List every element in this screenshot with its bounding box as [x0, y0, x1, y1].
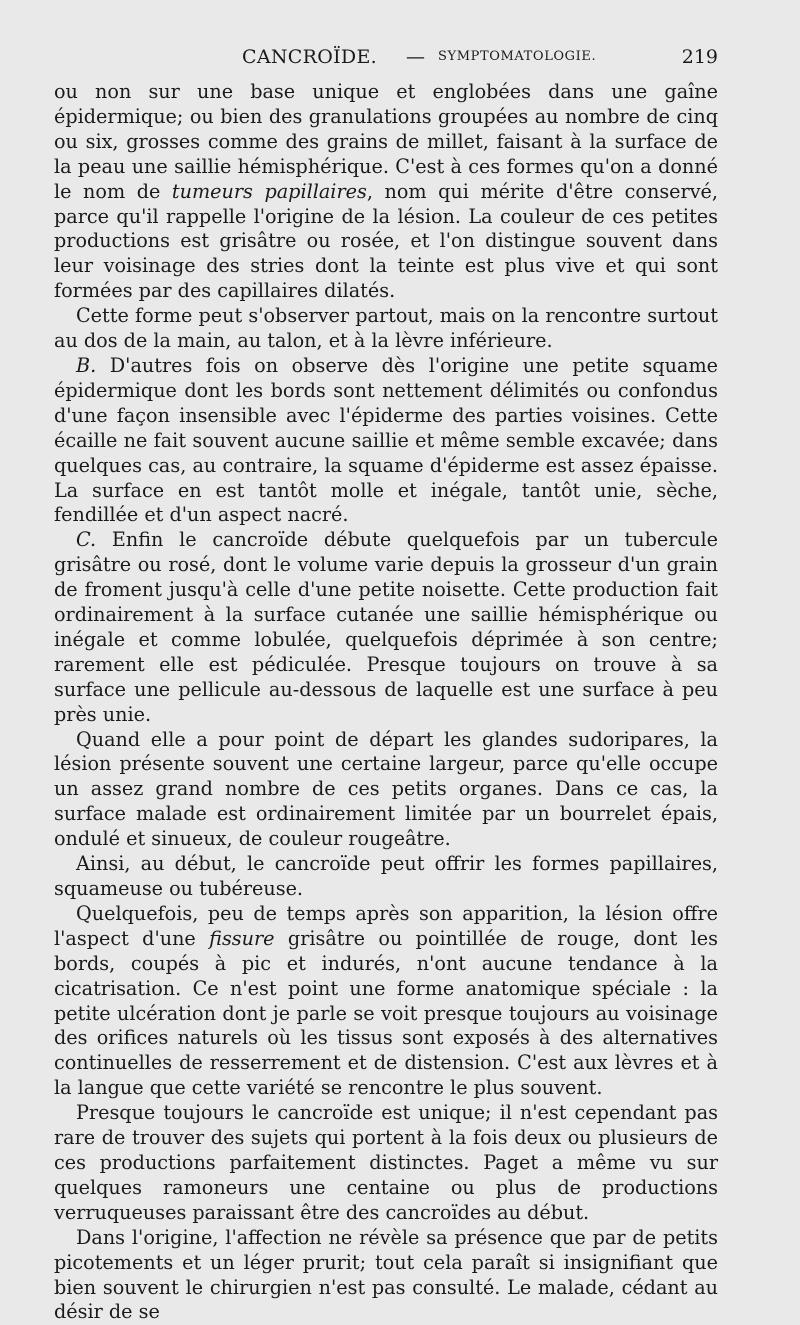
header-title: CANCROÏDE.	[242, 46, 377, 68]
paragraph	[54, 80, 718, 304]
paragraph	[54, 902, 718, 1101]
text-run: Quand elle a pour point de départ les glandes sudoripares, la lésion présente souvent une certaine largeur, parce qu'elle occupe un assez grand nombre de ces petits organes. Dans ce cas, la surface malade est ordinairement limitée par un bourrelet épais, ondulé et sinueux, de couleur rougeâtre.	[54, 727, 718, 851]
text-run: Presque toujours le cancroïde est unique; il n'est cependant pas rare de trouver des sujets qui portent à la fois deux ou plusieurs de ces productions parfaitement distinctes. Paget a même vu sur quelques ramoneurs une centaine ou plus de productions verruqueuses paraissant être des cancroïdes au début.	[54, 1101, 718, 1224]
running-header	[52, 46, 718, 76]
italic-text: C.	[76, 528, 97, 552]
body-text	[54, 80, 718, 1325]
header-separator: —	[406, 46, 425, 68]
text-run: , nom qui mérite d'être conservé, parce qu'il rappelle l'origine de la lésion. La couleur de ces petites productions est grisâtre ou rosée, et l'on distingue souvent dans leur voisinage des stries dont la teinte est plus vive et qui sont formées par des capillaires dilatés.	[54, 179, 718, 303]
text-run: Dans l'origine, l'affection ne révèle sa présence que par de petits picotements et un léger prurit; tout cela paraît si insignifiant que bien souvent le chirurgien n'est pas consulté. Le malade, cédant au désir de se	[54, 1225, 718, 1324]
paragraph	[54, 728, 718, 853]
page-number: 219	[681, 46, 718, 68]
italic-text: fissure	[209, 926, 275, 950]
paragraph	[54, 354, 718, 528]
header-subtitle: SYMPTOMATOLOGIE.	[438, 49, 597, 64]
paragraph	[54, 1101, 718, 1226]
paragraph	[54, 528, 718, 727]
paragraph	[54, 304, 718, 354]
italic-text: B.	[76, 353, 97, 377]
text-run: Enfin le cancroïde débute quelquefois par un tubercule grisâtre ou rosé, dont le volume varie depuis la grosseur d'un grain de froment jusqu'à celle d'une petite noisette. Cette production fait ordinairement à la surface cutanée une saillie hémisphérique ou inégale et comme lobulée, quelquefois déprimée à son centre; rarement elle est pédiculée. Presque toujours on trouve à sa surface une pellicule au-dessous de laquelle est une surface à peu près unie.	[54, 528, 718, 726]
paragraph	[54, 852, 718, 902]
text-run: Cette forme peut s'observer partout, mais on la rencontre surtout au dos de la main, au talon, et à la lèvre inférieure.	[54, 304, 718, 353]
text-run: D'autres fois on observe dès l'origine une petite squame épidermique dont les bords sont nettement délimités ou confondus d'une façon insensible avec l'épiderme des parties voisines. Cette écaille ne fait souvent aucune saillie et même semble excavée; dans quelques cas, au contraire, la squame d'épiderme est assez épaisse. La surface en est tantôt molle et inégale, tantôt unie, sèche, fendillée et d'un aspect nacré.	[54, 353, 718, 527]
italic-text: tumeurs papillaires	[171, 179, 367, 203]
text-run: Ainsi, au début, le cancroïde peut offrir les formes papillaires, squameuse ou tubéreuse.	[54, 852, 718, 900]
paragraph	[54, 1226, 718, 1325]
text-run: grisâtre ou pointillée de rouge, dont les bords, coupés à pic et indurés, n'ont aucune tendance à la cicatrisation. Ce n'est point une forme anatomique spéciale : la petite ulcération dont je parle se voit presque toujours au voisinage des orifices naturels où les tissus sont exposés à des alternatives continuelles de resserrement et de distension. C'est aux lèvres et à la langue que cette variété se rencontre le plus souvent.	[54, 926, 718, 1100]
text-run: Quelquefois, peu de temps après son apparition, la lésion offre l'aspect d'une	[54, 901, 718, 950]
text-run: ou non sur une base unique et englobées dans une gaîne épidermique; ou bien des granulations groupées au nombre de cinq ou six, grosses comme des grains de millet, faisant à la surface de la peau une saillie hémisphérique. C'est à ces formes qu'on a donné le nom de	[54, 80, 718, 203]
